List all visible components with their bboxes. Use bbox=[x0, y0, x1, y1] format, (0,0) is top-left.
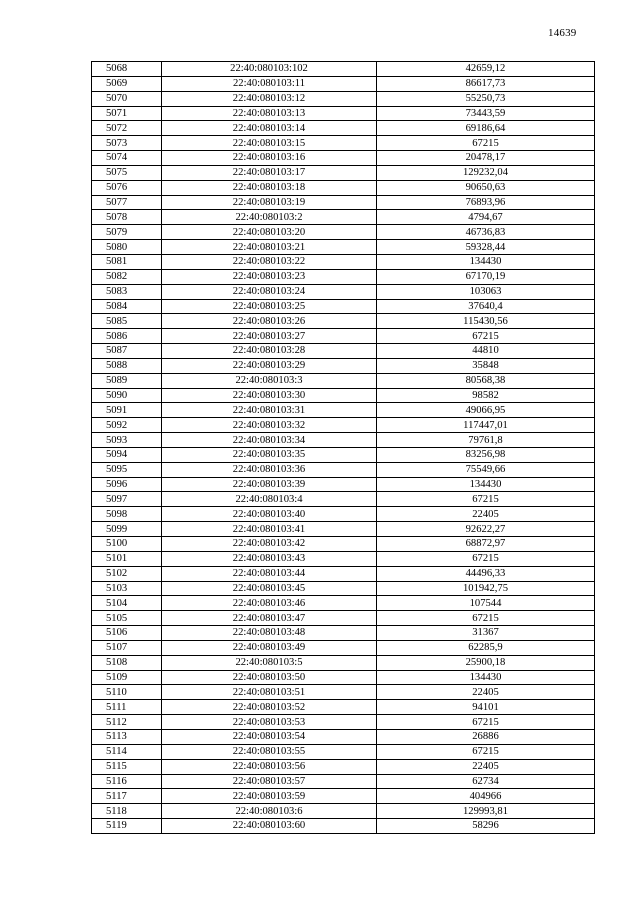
table-row bbox=[92, 433, 595, 448]
value-cell: 83256,98 bbox=[377, 447, 595, 462]
value-cell: 22405 bbox=[377, 759, 595, 774]
value-cell: 25900,18 bbox=[377, 655, 595, 670]
table-row bbox=[92, 819, 595, 834]
cadastral-number-cell: 22:40:080103:21 bbox=[162, 240, 377, 255]
table-row bbox=[92, 640, 595, 655]
table-row bbox=[92, 418, 595, 433]
table-row bbox=[92, 774, 595, 789]
cadastral-number-cell: 22:40:080103:30 bbox=[162, 388, 377, 403]
table-row bbox=[92, 195, 595, 210]
cadastral-number-cell: 22:40:080103:12 bbox=[162, 91, 377, 106]
cadastral-number-cell: 22:40:080103:32 bbox=[162, 418, 377, 433]
value-cell: 49066,95 bbox=[377, 403, 595, 418]
value-cell: 404966 bbox=[377, 789, 595, 804]
row-number-cell: 5109 bbox=[92, 670, 162, 685]
cadastral-number-cell: 22:40:080103:54 bbox=[162, 729, 377, 744]
cadastral-number-cell: 22:40:080103:22 bbox=[162, 254, 377, 269]
row-number-cell: 5117 bbox=[92, 789, 162, 804]
cadastral-number-cell: 22:40:080103:31 bbox=[162, 403, 377, 418]
value-cell: 67215 bbox=[377, 551, 595, 566]
cadastral-number-cell: 22:40:080103:45 bbox=[162, 581, 377, 596]
table-row bbox=[92, 537, 595, 552]
cadastral-number-cell: 22:40:080103:60 bbox=[162, 819, 377, 834]
cadastral-number-cell: 22:40:080103:35 bbox=[162, 447, 377, 462]
cadastral-number-cell: 22:40:080103:47 bbox=[162, 611, 377, 626]
value-cell: 86617,73 bbox=[377, 76, 595, 91]
table-row bbox=[92, 685, 595, 700]
value-cell: 22405 bbox=[377, 507, 595, 522]
row-number-cell: 5081 bbox=[92, 254, 162, 269]
table-row bbox=[92, 626, 595, 641]
value-cell: 67215 bbox=[377, 329, 595, 344]
value-cell: 46736,83 bbox=[377, 225, 595, 240]
cadastral-number-cell: 22:40:080103:43 bbox=[162, 551, 377, 566]
row-number-cell: 5083 bbox=[92, 284, 162, 299]
row-number-cell: 5095 bbox=[92, 462, 162, 477]
table-row bbox=[92, 729, 595, 744]
cadastral-number-cell: 22:40:080103:59 bbox=[162, 789, 377, 804]
value-cell: 129232,04 bbox=[377, 165, 595, 180]
row-number-cell: 5078 bbox=[92, 210, 162, 225]
table-row bbox=[92, 269, 595, 284]
row-number-cell: 5076 bbox=[92, 180, 162, 195]
cadastral-number-cell: 22:40:080103:19 bbox=[162, 195, 377, 210]
value-cell: 4794,67 bbox=[377, 210, 595, 225]
table-row bbox=[92, 299, 595, 314]
row-number-cell: 5116 bbox=[92, 774, 162, 789]
value-cell: 44810 bbox=[377, 344, 595, 359]
table-row bbox=[92, 76, 595, 91]
row-number-cell: 5072 bbox=[92, 121, 162, 136]
value-cell: 26886 bbox=[377, 729, 595, 744]
cadastral-number-cell: 22:40:080103:46 bbox=[162, 596, 377, 611]
row-number-cell: 5082 bbox=[92, 269, 162, 284]
table-row bbox=[92, 655, 595, 670]
value-cell: 129993,81 bbox=[377, 804, 595, 819]
registry-table bbox=[91, 61, 595, 834]
value-cell: 117447,01 bbox=[377, 418, 595, 433]
value-cell: 68872,97 bbox=[377, 537, 595, 552]
cadastral-number-cell: 22:40:080103:15 bbox=[162, 136, 377, 151]
cadastral-number-cell: 22:40:080103:25 bbox=[162, 299, 377, 314]
cadastral-number-cell: 22:40:080103:57 bbox=[162, 774, 377, 789]
row-number-cell: 5110 bbox=[92, 685, 162, 700]
row-number-cell: 5114 bbox=[92, 744, 162, 759]
row-number-cell: 5119 bbox=[92, 819, 162, 834]
value-cell: 90650,63 bbox=[377, 180, 595, 195]
row-number-cell: 5073 bbox=[92, 136, 162, 151]
table-row bbox=[92, 314, 595, 329]
value-cell: 59328,44 bbox=[377, 240, 595, 255]
cadastral-number-cell: 22:40:080103:3 bbox=[162, 373, 377, 388]
row-number-cell: 5112 bbox=[92, 715, 162, 730]
cadastral-number-cell: 22:40:080103:11 bbox=[162, 76, 377, 91]
row-number-cell: 5107 bbox=[92, 640, 162, 655]
value-cell: 58296 bbox=[377, 819, 595, 834]
value-cell: 67215 bbox=[377, 492, 595, 507]
cadastral-number-cell: 22:40:080103:20 bbox=[162, 225, 377, 240]
table-row bbox=[92, 136, 595, 151]
value-cell: 67170,19 bbox=[377, 269, 595, 284]
table-row bbox=[92, 344, 595, 359]
value-cell: 73443,59 bbox=[377, 106, 595, 121]
row-number-cell: 5087 bbox=[92, 344, 162, 359]
value-cell: 31367 bbox=[377, 626, 595, 641]
table-row bbox=[92, 492, 595, 507]
value-cell: 42659,12 bbox=[377, 62, 595, 77]
value-cell: 67215 bbox=[377, 611, 595, 626]
table-row bbox=[92, 284, 595, 299]
value-cell: 67215 bbox=[377, 136, 595, 151]
value-cell: 22405 bbox=[377, 685, 595, 700]
cadastral-number-cell: 22:40:080103:24 bbox=[162, 284, 377, 299]
table-row bbox=[92, 759, 595, 774]
row-number-cell: 5115 bbox=[92, 759, 162, 774]
row-number-cell: 5111 bbox=[92, 700, 162, 715]
cadastral-number-cell: 22:40:080103:52 bbox=[162, 700, 377, 715]
cadastral-number-cell: 22:40:080103:14 bbox=[162, 121, 377, 136]
value-cell: 67215 bbox=[377, 715, 595, 730]
value-cell: 103063 bbox=[377, 284, 595, 299]
row-number-cell: 5103 bbox=[92, 581, 162, 596]
table-row bbox=[92, 329, 595, 344]
row-number-cell: 5084 bbox=[92, 299, 162, 314]
table-row bbox=[92, 462, 595, 477]
cadastral-number-cell: 22:40:080103:26 bbox=[162, 314, 377, 329]
table-row bbox=[92, 507, 595, 522]
page-number: 14639 bbox=[548, 27, 577, 39]
row-number-cell: 5106 bbox=[92, 626, 162, 641]
cadastral-number-cell: 22:40:080103:102 bbox=[162, 62, 377, 77]
cadastral-number-cell: 22:40:080103:44 bbox=[162, 566, 377, 581]
row-number-cell: 5074 bbox=[92, 151, 162, 166]
value-cell: 69186,64 bbox=[377, 121, 595, 136]
cadastral-number-cell: 22:40:080103:51 bbox=[162, 685, 377, 700]
table-row bbox=[92, 165, 595, 180]
table-row bbox=[92, 121, 595, 136]
row-number-cell: 5068 bbox=[92, 62, 162, 77]
value-cell: 80568,38 bbox=[377, 373, 595, 388]
table-row bbox=[92, 151, 595, 166]
table-row bbox=[92, 804, 595, 819]
table-row bbox=[92, 670, 595, 685]
row-number-cell: 5085 bbox=[92, 314, 162, 329]
value-cell: 134430 bbox=[377, 254, 595, 269]
row-number-cell: 5069 bbox=[92, 76, 162, 91]
value-cell: 134430 bbox=[377, 477, 595, 492]
row-number-cell: 5075 bbox=[92, 165, 162, 180]
value-cell: 62285,9 bbox=[377, 640, 595, 655]
value-cell: 79761,8 bbox=[377, 433, 595, 448]
table-row bbox=[92, 373, 595, 388]
table-row bbox=[92, 106, 595, 121]
value-cell: 67215 bbox=[377, 744, 595, 759]
table-row bbox=[92, 596, 595, 611]
cadastral-number-cell: 22:40:080103:23 bbox=[162, 269, 377, 284]
row-number-cell: 5079 bbox=[92, 225, 162, 240]
row-number-cell: 5070 bbox=[92, 91, 162, 106]
cadastral-number-cell: 22:40:080103:27 bbox=[162, 329, 377, 344]
cadastral-number-cell: 22:40:080103:50 bbox=[162, 670, 377, 685]
registry-table-body bbox=[92, 62, 595, 834]
cadastral-number-cell: 22:40:080103:28 bbox=[162, 344, 377, 359]
table-row bbox=[92, 388, 595, 403]
row-number-cell: 5097 bbox=[92, 492, 162, 507]
cadastral-number-cell: 22:40:080103:42 bbox=[162, 537, 377, 552]
value-cell: 98582 bbox=[377, 388, 595, 403]
row-number-cell: 5091 bbox=[92, 403, 162, 418]
table-row bbox=[92, 744, 595, 759]
cadastral-number-cell: 22:40:080103:55 bbox=[162, 744, 377, 759]
table-row bbox=[92, 447, 595, 462]
table-row bbox=[92, 240, 595, 255]
row-number-cell: 5092 bbox=[92, 418, 162, 433]
value-cell: 134430 bbox=[377, 670, 595, 685]
table-row bbox=[92, 91, 595, 106]
cadastral-number-cell: 22:40:080103:17 bbox=[162, 165, 377, 180]
value-cell: 92622,27 bbox=[377, 522, 595, 537]
table-row bbox=[92, 62, 595, 77]
row-number-cell: 5118 bbox=[92, 804, 162, 819]
table-row bbox=[92, 254, 595, 269]
table-row bbox=[92, 477, 595, 492]
cadastral-number-cell: 22:40:080103:29 bbox=[162, 358, 377, 373]
row-number-cell: 5113 bbox=[92, 729, 162, 744]
row-number-cell: 5102 bbox=[92, 566, 162, 581]
cadastral-number-cell: 22:40:080103:5 bbox=[162, 655, 377, 670]
cadastral-number-cell: 22:40:080103:56 bbox=[162, 759, 377, 774]
value-cell: 75549,66 bbox=[377, 462, 595, 477]
value-cell: 62734 bbox=[377, 774, 595, 789]
value-cell: 37640,4 bbox=[377, 299, 595, 314]
cadastral-number-cell: 22:40:080103:13 bbox=[162, 106, 377, 121]
cadastral-number-cell: 22:40:080103:36 bbox=[162, 462, 377, 477]
cadastral-number-cell: 22:40:080103:41 bbox=[162, 522, 377, 537]
cadastral-number-cell: 22:40:080103:16 bbox=[162, 151, 377, 166]
row-number-cell: 5090 bbox=[92, 388, 162, 403]
table-row bbox=[92, 789, 595, 804]
row-number-cell: 5071 bbox=[92, 106, 162, 121]
row-number-cell: 5101 bbox=[92, 551, 162, 566]
row-number-cell: 5099 bbox=[92, 522, 162, 537]
table-row bbox=[92, 715, 595, 730]
value-cell: 20478,17 bbox=[377, 151, 595, 166]
table-row bbox=[92, 225, 595, 240]
table-row bbox=[92, 358, 595, 373]
row-number-cell: 5096 bbox=[92, 477, 162, 492]
row-number-cell: 5104 bbox=[92, 596, 162, 611]
row-number-cell: 5077 bbox=[92, 195, 162, 210]
value-cell: 55250,73 bbox=[377, 91, 595, 106]
cadastral-number-cell: 22:40:080103:6 bbox=[162, 804, 377, 819]
value-cell: 76893,96 bbox=[377, 195, 595, 210]
row-number-cell: 5088 bbox=[92, 358, 162, 373]
cadastral-number-cell: 22:40:080103:40 bbox=[162, 507, 377, 522]
table-row bbox=[92, 566, 595, 581]
row-number-cell: 5093 bbox=[92, 433, 162, 448]
table-row bbox=[92, 581, 595, 596]
row-number-cell: 5100 bbox=[92, 537, 162, 552]
cadastral-number-cell: 22:40:080103:34 bbox=[162, 433, 377, 448]
row-number-cell: 5098 bbox=[92, 507, 162, 522]
table-row bbox=[92, 522, 595, 537]
value-cell: 107544 bbox=[377, 596, 595, 611]
value-cell: 44496,33 bbox=[377, 566, 595, 581]
table-row bbox=[92, 611, 595, 626]
row-number-cell: 5108 bbox=[92, 655, 162, 670]
cadastral-number-cell: 22:40:080103:4 bbox=[162, 492, 377, 507]
cadastral-number-cell: 22:40:080103:2 bbox=[162, 210, 377, 225]
table-row bbox=[92, 700, 595, 715]
table-row bbox=[92, 210, 595, 225]
cadastral-number-cell: 22:40:080103:49 bbox=[162, 640, 377, 655]
row-number-cell: 5080 bbox=[92, 240, 162, 255]
value-cell: 101942,75 bbox=[377, 581, 595, 596]
value-cell: 35848 bbox=[377, 358, 595, 373]
value-cell: 94101 bbox=[377, 700, 595, 715]
row-number-cell: 5094 bbox=[92, 447, 162, 462]
cadastral-number-cell: 22:40:080103:48 bbox=[162, 626, 377, 641]
table-row bbox=[92, 180, 595, 195]
row-number-cell: 5105 bbox=[92, 611, 162, 626]
row-number-cell: 5086 bbox=[92, 329, 162, 344]
row-number-cell: 5089 bbox=[92, 373, 162, 388]
value-cell: 115430,56 bbox=[377, 314, 595, 329]
cadastral-number-cell: 22:40:080103:18 bbox=[162, 180, 377, 195]
cadastral-number-cell: 22:40:080103:39 bbox=[162, 477, 377, 492]
table-row bbox=[92, 551, 595, 566]
table-row bbox=[92, 403, 595, 418]
cadastral-number-cell: 22:40:080103:53 bbox=[162, 715, 377, 730]
